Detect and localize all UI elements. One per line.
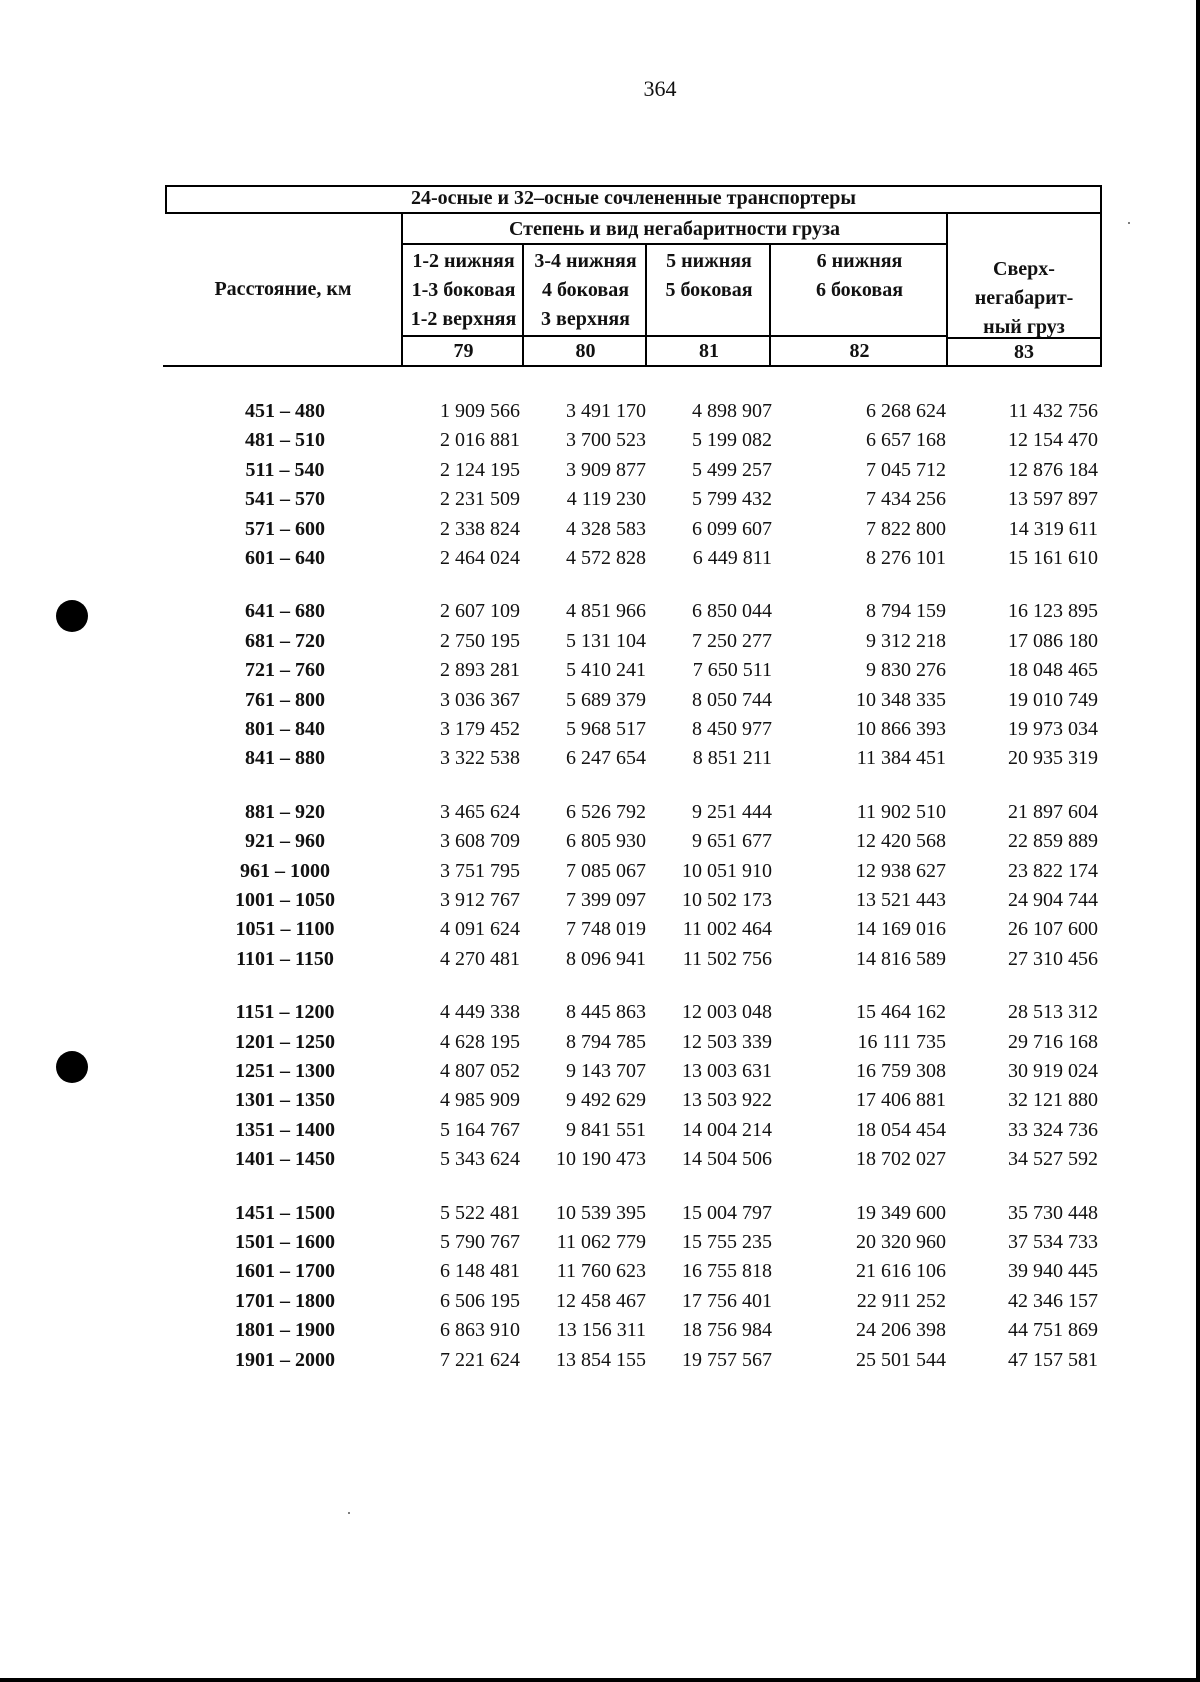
value-cell: 28 513 312	[1008, 1001, 1098, 1024]
distance-cell: 1001 – 1050	[235, 889, 335, 911]
table-row	[0, 1057, 1200, 1085]
value-cell: 26 107 600	[1008, 918, 1098, 941]
value-cell: 12 154 470	[1008, 429, 1098, 452]
table-title: 24-осные и 32–осные сочлененные транспортеры	[410, 187, 857, 209]
value-cell: 8 794 159	[866, 600, 946, 623]
value-cell: 9 830 276	[866, 659, 946, 682]
distance-cell: 451 – 480	[245, 400, 325, 422]
value-cell: 24 206 398	[856, 1319, 946, 1342]
value-cell: 5 790 767	[440, 1231, 520, 1253]
value-cell: 18 702 027	[856, 1148, 946, 1171]
value-cell: 6 148 481	[440, 1260, 520, 1283]
distance-cell: 1801 – 1900	[235, 1319, 335, 1342]
value-cell: 4 851 966	[566, 600, 646, 623]
distance-cell: 541 – 570	[245, 488, 325, 511]
table-row	[0, 715, 1200, 743]
value-cell: 3 465 624	[440, 800, 520, 823]
value-cell: 5 131 104	[566, 629, 646, 652]
value-cell: 8 050 744	[692, 688, 772, 711]
distance-cell: 1051 – 1100	[235, 918, 335, 941]
value-cell: 15 464 162	[856, 1001, 946, 1024]
value-cell: 22 859 889	[1008, 830, 1098, 853]
value-cell: 3 322 538	[440, 747, 520, 770]
table-row	[0, 945, 1200, 973]
value-cell: 6 268 624	[866, 400, 946, 422]
value-cell: 34 527 592	[1008, 1148, 1098, 1171]
value-cell: 19 973 034	[1008, 718, 1098, 740]
table-row	[0, 456, 1200, 484]
value-cell: 30 919 024	[1008, 1060, 1098, 1082]
distance-cell: 481 – 510	[245, 429, 325, 452]
value-cell: 15 004 797	[682, 1201, 772, 1224]
value-cell: 4 270 481	[440, 947, 520, 970]
value-cell: 17 406 881	[856, 1089, 946, 1112]
distance-cell: 1251 – 1300	[235, 1060, 335, 1082]
table-row	[0, 1316, 1200, 1344]
value-cell: 22 911 252	[856, 1289, 946, 1312]
value-cell: 5 343 624	[440, 1148, 520, 1171]
table-row	[0, 857, 1200, 885]
distance-cell: 721 – 760	[245, 659, 325, 682]
value-cell: 25 501 544	[856, 1348, 946, 1371]
table-row	[0, 485, 1200, 513]
value-cell: 5 522 481	[440, 1201, 520, 1224]
value-cell: 5 799 432	[692, 488, 772, 511]
value-cell: 44 751 869	[1008, 1319, 1098, 1342]
value-cell: 42 346 157	[1008, 1289, 1098, 1312]
value-cell: 17 086 180	[1008, 629, 1098, 652]
table-row	[0, 544, 1200, 572]
distance-cell: 961 – 1000	[240, 859, 330, 882]
value-cell: 8 096 941	[566, 947, 646, 970]
distance-cell: 641 – 680	[245, 600, 325, 623]
value-cell: 9 143 707	[566, 1060, 646, 1082]
value-cell: 2 607 109	[440, 600, 520, 623]
table-row	[0, 656, 1200, 684]
column-header-80: 3-4 нижняя 4 боковая 3 верхняя	[534, 250, 637, 330]
value-cell: 12 876 184	[1008, 458, 1098, 481]
value-cell: 16 123 895	[1008, 600, 1098, 623]
value-cell: 6 863 910	[440, 1319, 520, 1342]
value-cell: 15 161 610	[1008, 547, 1098, 569]
value-cell: 4 328 583	[566, 517, 646, 540]
value-cell: 19 349 600	[856, 1201, 946, 1224]
table-row	[0, 1199, 1200, 1227]
value-cell: 9 841 551	[566, 1118, 646, 1141]
value-cell: 3 909 877	[566, 458, 646, 481]
table-row	[0, 827, 1200, 855]
value-cell: 12 503 339	[682, 1030, 772, 1053]
distance-cell: 1901 – 2000	[235, 1348, 335, 1371]
value-cell: 33 324 736	[1008, 1118, 1098, 1141]
value-cell: 3 179 452	[440, 718, 520, 740]
table-row	[0, 1287, 1200, 1315]
value-cell: 20 935 319	[1008, 747, 1098, 770]
value-cell: 39 940 445	[1008, 1260, 1098, 1283]
value-cell: 15 755 235	[682, 1231, 772, 1253]
value-cell: 12 003 048	[682, 1001, 772, 1024]
value-cell: 4 572 828	[566, 547, 646, 569]
value-cell: 3 751 795	[440, 859, 520, 882]
distance-cell: 1501 – 1600	[235, 1231, 335, 1253]
value-cell: 6 449 811	[692, 547, 772, 569]
value-cell: 8 445 863	[566, 1001, 646, 1024]
distance-cell: 511 – 540	[245, 458, 325, 481]
value-cell: 32 121 880	[1008, 1089, 1098, 1112]
value-cell: 11 384 451	[856, 747, 946, 770]
distance-cell: 881 – 920	[245, 800, 325, 823]
value-cell: 3 491 170	[566, 400, 646, 422]
value-cell: 23 822 174	[1008, 859, 1098, 882]
table-row	[0, 1228, 1200, 1256]
value-cell: 5 689 379	[566, 688, 646, 711]
value-cell: 14 816 589	[856, 947, 946, 970]
value-cell: 2 464 024	[440, 547, 520, 569]
value-cell: 11 062 779	[556, 1231, 646, 1253]
value-cell: 18 054 454	[856, 1118, 946, 1141]
value-cell: 16 755 818	[682, 1260, 772, 1283]
value-cell: 9 492 629	[566, 1089, 646, 1112]
table-row	[0, 515, 1200, 543]
value-cell: 7 045 712	[866, 458, 946, 481]
value-cell: 9 312 218	[866, 629, 946, 652]
value-cell: 5 499 257	[692, 458, 772, 481]
distance-cell: 1701 – 1800	[235, 1289, 335, 1312]
value-cell: 10 190 473	[556, 1148, 646, 1171]
value-cell: 6 657 168	[866, 429, 946, 452]
column-header-83: Сверх- негабарит- ный груз	[974, 258, 1074, 338]
value-cell: 13 521 443	[856, 889, 946, 911]
value-cell: 10 866 393	[856, 718, 946, 740]
value-cell: 2 750 195	[440, 629, 520, 652]
table-row	[0, 744, 1200, 772]
value-cell: 6 099 607	[692, 517, 772, 540]
distance-cell: 1601 – 1700	[235, 1260, 335, 1283]
value-cell: 14 319 611	[1008, 517, 1098, 540]
value-cell: 13 156 311	[556, 1319, 646, 1342]
value-cell: 9 251 444	[692, 800, 772, 823]
value-cell: 5 164 767	[440, 1118, 520, 1141]
value-cell: 12 938 627	[856, 859, 946, 882]
value-cell: 13 854 155	[556, 1348, 646, 1371]
column-number: 82	[849, 340, 870, 362]
value-cell: 14 504 506	[682, 1148, 772, 1171]
value-cell: 3 912 767	[440, 889, 520, 911]
value-cell: 13 597 897	[1008, 488, 1098, 511]
distance-cell: 841 – 880	[245, 747, 325, 770]
value-cell: 47 157 581	[1008, 1348, 1098, 1371]
value-cell: 4 985 909	[440, 1089, 520, 1112]
value-cell: 2 338 824	[440, 517, 520, 540]
column-header-81: 5 нижняя 5 боковая	[665, 250, 753, 301]
distance-cell: 571 – 600	[245, 517, 325, 540]
value-cell: 2 124 195	[440, 458, 520, 481]
table-row	[0, 1116, 1200, 1144]
distance-cell: 601 – 640	[245, 547, 325, 569]
value-cell: 11 760 623	[556, 1260, 646, 1283]
column-header-82: 6 нижняя 6 боковая	[815, 250, 904, 301]
value-cell: 12 420 568	[856, 830, 946, 853]
value-cell: 17 756 401	[682, 1289, 772, 1312]
value-cell: 4 091 624	[440, 918, 520, 941]
table-row	[0, 798, 1200, 826]
table-row	[0, 1028, 1200, 1056]
value-cell: 7 250 277	[692, 629, 772, 652]
value-cell: 4 449 338	[440, 1001, 520, 1024]
value-cell: 13 003 631	[682, 1060, 772, 1082]
table-row	[0, 915, 1200, 943]
table-row	[0, 597, 1200, 625]
value-cell: 11 002 464	[682, 918, 772, 941]
value-cell: 7 399 097	[566, 889, 646, 911]
table-row	[0, 1086, 1200, 1114]
value-cell: 8 794 785	[566, 1030, 646, 1053]
value-cell: 3 700 523	[566, 429, 646, 452]
value-cell: 8 450 977	[692, 718, 772, 740]
group-header: Степень и вид негабаритности груза	[508, 218, 841, 240]
value-cell: 29 716 168	[1008, 1030, 1098, 1053]
value-cell: 16 759 308	[856, 1060, 946, 1082]
value-cell: 7 085 067	[566, 859, 646, 882]
value-cell: 10 051 910	[682, 859, 772, 882]
table-row	[0, 1346, 1200, 1374]
value-cell: 19 757 567	[682, 1348, 772, 1371]
value-cell: 4 898 907	[692, 400, 772, 422]
value-cell: 21 616 106	[856, 1260, 946, 1283]
value-cell: 27 310 456	[1008, 947, 1098, 970]
value-cell: 5 199 082	[692, 429, 772, 452]
value-cell: 24 904 744	[1008, 889, 1098, 911]
value-cell: 11 902 510	[856, 800, 946, 823]
value-cell: 2 893 281	[440, 659, 520, 682]
value-cell: 10 348 335	[856, 688, 946, 711]
column-number: 81	[699, 340, 719, 362]
value-cell: 6 247 654	[566, 747, 646, 770]
value-cell: 37 534 733	[1008, 1231, 1098, 1253]
column-number: 79	[453, 340, 474, 362]
table-row	[0, 998, 1200, 1026]
value-cell: 5 410 241	[566, 659, 646, 682]
value-cell: 7 221 624	[440, 1348, 520, 1371]
distance-cell: 921 – 960	[245, 830, 325, 853]
value-cell: 35 730 448	[1008, 1201, 1098, 1224]
distance-cell: 1301 – 1350	[235, 1089, 335, 1112]
value-cell: 3 608 709	[440, 830, 520, 853]
table-row	[0, 886, 1200, 914]
value-cell: 7 748 019	[566, 918, 646, 941]
table-row	[0, 686, 1200, 714]
value-cell: 11 432 756	[1008, 400, 1098, 422]
page-number: 364	[643, 76, 677, 101]
value-cell: 11 502 756	[682, 947, 772, 970]
distance-cell: 1351 – 1400	[235, 1118, 335, 1141]
value-cell: 21 897 604	[1008, 800, 1098, 823]
distance-cell: 1451 – 1500	[235, 1201, 335, 1224]
value-cell: 14 169 016	[856, 918, 946, 941]
value-cell: 18 756 984	[682, 1319, 772, 1342]
value-cell: 4 807 052	[440, 1060, 520, 1082]
distance-cell: 1101 – 1150	[236, 947, 334, 970]
value-cell: 18 048 465	[1008, 659, 1098, 682]
value-cell: 2 231 509	[440, 488, 520, 511]
table-row	[0, 426, 1200, 454]
table-row	[0, 1257, 1200, 1285]
value-cell: 3 036 367	[440, 688, 520, 711]
table-row	[0, 1145, 1200, 1173]
distance-cell: 1151 – 1200	[235, 1001, 335, 1024]
value-cell: 16 111 735	[857, 1030, 946, 1053]
value-cell: 20 320 960	[856, 1231, 946, 1253]
column-header-79: 1-2 нижняя 1-3 боковая 1-2 верхняя	[410, 250, 517, 330]
value-cell: 7 822 800	[866, 517, 946, 540]
value-cell: 13 503 922	[682, 1089, 772, 1112]
value-cell: 14 004 214	[682, 1118, 772, 1141]
value-cell: 4 628 195	[440, 1030, 520, 1053]
table-row	[0, 397, 1200, 425]
table-row	[0, 627, 1200, 655]
value-cell: 10 502 173	[682, 889, 772, 911]
value-cell: 7 650 511	[692, 659, 772, 682]
value-cell: 12 458 467	[556, 1289, 646, 1312]
value-cell: 4 119 230	[566, 488, 646, 511]
row-header: Расстояние, км	[214, 278, 352, 300]
value-cell: 2 016 881	[440, 429, 520, 452]
value-cell: 7 434 256	[866, 488, 946, 511]
value-cell: 8 851 211	[692, 747, 772, 770]
value-cell: 6 506 195	[440, 1289, 520, 1312]
value-cell: 9 651 677	[692, 830, 772, 853]
column-number: 83	[1014, 341, 1034, 363]
value-cell: 1 909 566	[440, 400, 520, 422]
distance-cell: 681 – 720	[245, 629, 325, 652]
value-cell: 6 850 044	[692, 600, 772, 623]
distance-cell: 1401 – 1450	[235, 1148, 335, 1171]
value-cell: 8 276 101	[866, 547, 946, 569]
value-cell: 6 805 930	[566, 830, 646, 853]
value-cell: 5 968 517	[566, 718, 646, 740]
column-number: 80	[575, 340, 596, 362]
distance-cell: 761 – 800	[245, 688, 325, 711]
distance-cell: 1201 – 1250	[235, 1030, 335, 1053]
value-cell: 19 010 749	[1008, 688, 1098, 711]
distance-cell: 801 – 840	[245, 718, 325, 740]
value-cell: 6 526 792	[566, 800, 646, 823]
value-cell: 10 539 395	[556, 1201, 646, 1224]
